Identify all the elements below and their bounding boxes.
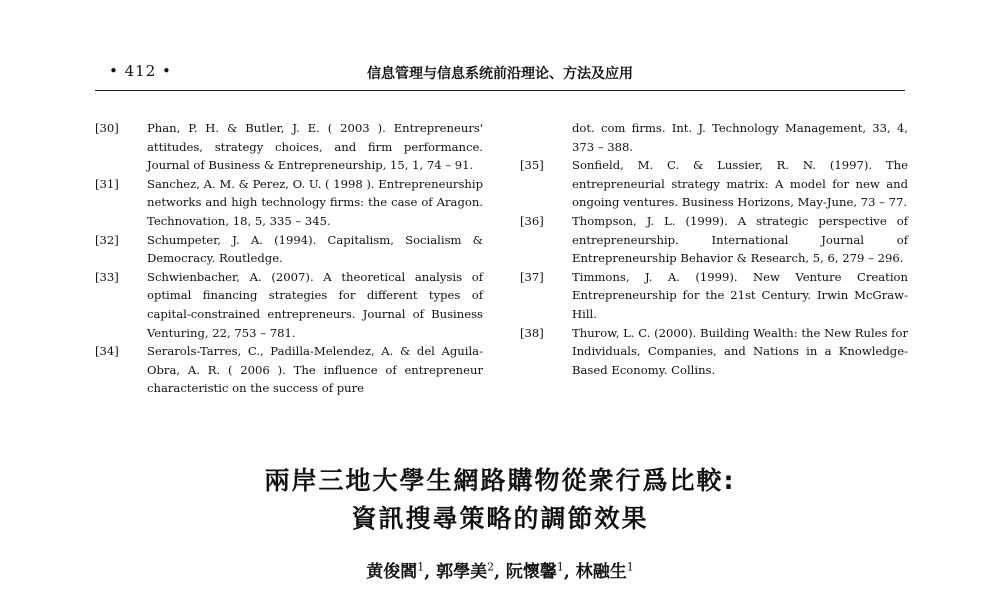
- reference-number: [30]: [95, 121, 119, 135]
- author-list: [0, 557, 1000, 582]
- reference-item-continued: [520, 119, 908, 156]
- author-affiliation: 1: [626, 560, 634, 574]
- page-header: [95, 60, 905, 86]
- author-name: 阮懷馨: [505, 562, 557, 582]
- author-name: 林融生: [575, 562, 627, 582]
- reference-text: Phan, P. H. & Butler, J. E. ( 2003 ). Entrepreneurs' attitudes, strategy choices, and firm performance. Journal of Business & Entrepreneurship, 15, 1, 74 – 91.: [147, 121, 483, 173]
- reference-number: [37]: [520, 269, 544, 284]
- reference-item: [520, 324, 908, 380]
- reference-item: [95, 268, 483, 342]
- author-separator: ,: [424, 562, 437, 582]
- reference-number: [33]: [95, 269, 119, 284]
- reference-number: [31]: [95, 176, 119, 191]
- paper-title: [0, 462, 1000, 538]
- reference-text: Schumpeter, J. A. (1994). Capitalism, Socialism & Democracy. Routledge.: [147, 232, 483, 266]
- reference-item: [95, 231, 483, 268]
- author-separator: ,: [494, 562, 506, 582]
- running-title: 信息管理与信息系统前沿理论、方法及应用: [367, 66, 633, 82]
- reference-item: [520, 268, 908, 324]
- reference-number: [32]: [95, 232, 119, 247]
- paper-title-line-2: 資訊搜尋策略的調節效果: [351, 504, 649, 533]
- author-separator: ,: [563, 562, 576, 582]
- reference-text: Thompson, J. L. (1999). A strategic perspective of entrepreneurship. International Journal of Entrepreneurship Behavior & Research, 5, 6, 279 – 296.: [572, 213, 908, 266]
- reference-item: [95, 119, 483, 175]
- author-affiliation: 1: [556, 560, 564, 574]
- reference-text: Schwienbacher, A. (2007). A theoretical analysis of optimal financing strategies for different types of capital-constrained entrepreneurs. Journal of Business Venturing, 22, 753 – 781.: [147, 269, 483, 340]
- reference-item: [95, 342, 483, 398]
- author-name: 郭學美: [436, 562, 488, 582]
- reference-text: Sonfield, M. C. & Lussier, R. N. (1997). The entrepreneurial strategy matrix: A model for new and ongoing ventures. Business Horizons, May-June, 73 – 77.: [572, 158, 908, 210]
- references-left-column: [95, 119, 483, 398]
- reference-text: Thurow, L. C. (2000). Building Wealth: the New Rules for Individuals, Companies, and Nations in a Knowledge-Based Economy. Collins.: [572, 325, 908, 377]
- reference-text: Serarols-Tarres, C., Padilla-Melendez, A. & del Aguila-Obra, A. R. ( 2006 ). The influence of entrepreneur characteristic on the success of pure: [147, 344, 483, 396]
- page-number: • 412 •: [109, 62, 172, 80]
- reference-item: [520, 156, 908, 212]
- reference-item: [520, 212, 908, 268]
- author-affiliation: 1: [417, 560, 425, 574]
- reference-number: [36]: [520, 213, 544, 228]
- reference-text: Sanchez, A. M. & Perez, O. U. ( 1998 ). Entrepreneurship networks and high technology firms: the case of Aragon. Technovation, 18, 5, 335 – 345.: [147, 176, 483, 228]
- reference-text: dot. com firms. Int. J. Technology Management, 33, 4, 373 – 388.: [572, 121, 908, 154]
- reference-number: [38]: [520, 325, 544, 340]
- reference-item: [95, 175, 483, 231]
- references-right-column: [520, 119, 908, 379]
- reference-number: [34]: [95, 344, 119, 359]
- author-affiliation: 2: [487, 560, 495, 574]
- reference-text: Timmons, J. A. (1999). New Venture Creation Entrepreneurship for the 21st Century. Irwin McGraw-Hill.: [572, 269, 908, 321]
- author-name: 黄俊閻: [366, 562, 418, 582]
- header-rule: [95, 90, 905, 91]
- reference-number: [35]: [520, 158, 544, 173]
- paper-title-line-1: 兩岸三地大學生網路購物從衆行爲比較:: [264, 466, 736, 495]
